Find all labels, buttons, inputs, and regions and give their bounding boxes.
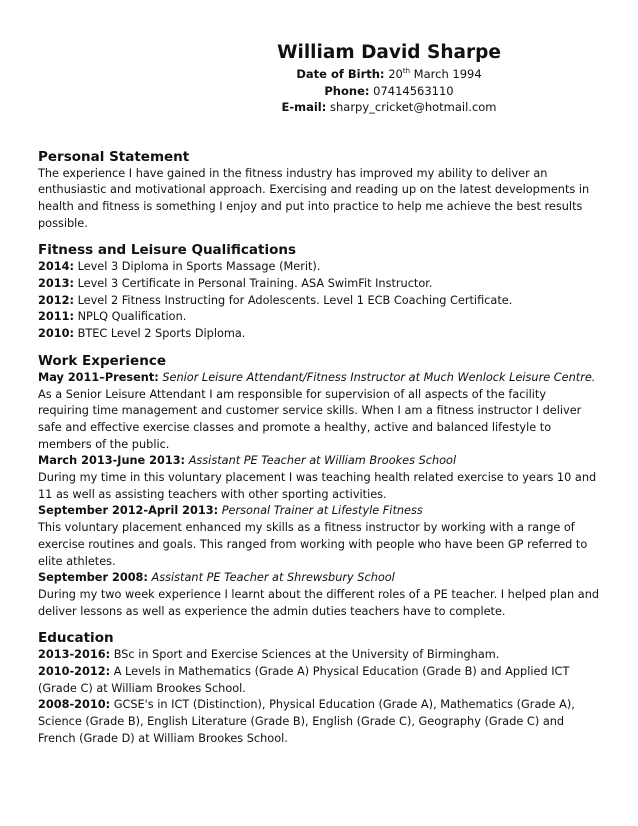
job-heading: [38, 570, 600, 587]
job-date: May 2011–Present:: [38, 370, 159, 384]
dob-label: Date of Birth:: [296, 67, 385, 81]
qualification-text: Level 3 Diploma in Sports Massage (Merit).: [77, 260, 321, 274]
email-value: sharpy_cricket@hotmail.com: [330, 100, 497, 114]
email-label: E-mail:: [281, 100, 327, 114]
education-years: 2010-2012:: [38, 665, 111, 679]
job-heading: [38, 370, 600, 387]
job-description: This voluntary placement enhanced my skills as a fitness instructor by working with a range of exercise routines and goals. This ranged from working with people who have been GP referred to elite athletes.: [38, 521, 588, 568]
education-item: [38, 664, 600, 697]
job-description: As a Senior Leisure Attendant I am responsible for supervision of all aspects of the facility requiring time management and customer service skills. When I am a fitness instructor I deliver safe and effective exercise classes and promote a healthy, active and balanced lifestyle to members of the public.: [38, 387, 582, 451]
education-text: GCSE's in ICT (Distinction), Physical Education (Grade A), Mathematics (Grade A), Science (Grade B), English Literature (Grade B), English (Grade C), Geography (Grade C) and French (Grade D) at William Brookes School.: [38, 698, 575, 745]
qualification-item: [38, 276, 600, 293]
job-heading: [38, 453, 600, 470]
education-years: 2013-2016:: [38, 648, 111, 662]
work-experience-title: Work Experience: [38, 352, 166, 369]
job-date: September 2012-April 2013:: [38, 504, 219, 518]
qualification-year: 2012:: [38, 293, 74, 307]
education-item: [38, 697, 600, 747]
email-line: [178, 99, 600, 116]
qualification-text: Level 2 Fitness Instructing for Adolescents. Level 1 ECB Coaching Certificate.: [77, 293, 513, 307]
qualifications-section: [38, 241, 600, 343]
job-description: During my time in this voluntary placement I was teaching health related exercise to years 10 and 11 as well as assisting teachers with other sporting activities.: [38, 471, 597, 501]
personal-statement-title: Personal Statement: [38, 148, 190, 165]
qualification-year: 2010:: [38, 327, 74, 341]
dob-suffix: th: [402, 67, 411, 76]
education-text: A Levels in Mathematics (Grade A) Physical Education (Grade B) and Applied ICT (Grade C) at William Brookes School.: [38, 665, 570, 695]
qualification-text: BTEC Level 2 Sports Diploma.: [77, 327, 246, 341]
qualification-item: [38, 259, 600, 276]
phone-label: Phone:: [324, 83, 370, 98]
job-description: During my two week experience I learnt about the different roles of a PE teacher. I helped plan and deliver lessons as well as experience the admin duties teachers have to complete.: [38, 587, 600, 618]
dob-rest: March 1994: [413, 67, 482, 81]
qualification-year: 2011:: [38, 310, 74, 324]
job-date: September 2008:: [38, 571, 148, 585]
job-role: Senior Leisure Attendant/Fitness Instructor at Much Wenlock Leisure Centre.: [162, 370, 596, 384]
cv-header: [178, 42, 600, 116]
dob-day: 20: [388, 67, 403, 81]
qualification-text: NPLQ Qualification.: [77, 310, 187, 324]
qualification-year: 2014:: [38, 260, 74, 274]
education-title: Education: [38, 630, 114, 647]
qualification-item: [38, 309, 600, 326]
job-heading: [38, 503, 600, 520]
job-role: Assistant PE Teacher at William Brookes School: [188, 454, 457, 468]
education-item: [38, 647, 600, 664]
education-years: 2008-2010:: [38, 698, 111, 712]
qualifications-title: Fitness and Leisure Qualifications: [38, 242, 297, 259]
education-section: [38, 629, 600, 747]
personal-statement-text: The experience I have gained in the fitness industry has improved my ability to deliver an enthusiastic and motivational approach. Exercising and reading up on the latest developments in health and fitness is something I enjoy and put into practice to help me achieve the best results possible.: [38, 166, 590, 230]
personal-statement-section: [38, 148, 600, 233]
dob-line: [178, 66, 600, 83]
candidate-name: William David Sharpe: [277, 42, 501, 63]
work-experience-section: [38, 352, 600, 621]
job-date: March 2013-June 2013:: [38, 454, 186, 468]
job-role: Assistant PE Teacher at Shrewsbury School: [151, 571, 395, 585]
phone-value: 07414563110: [373, 83, 454, 98]
education-text: BSc in Sport and Exercise Sciences at the University of Birmingham.: [113, 648, 500, 662]
qualification-year: 2013:: [38, 277, 74, 291]
qualification-item: [38, 293, 600, 310]
qualification-item: [38, 326, 600, 343]
job-role: Personal Trainer at Lifestyle Fitness: [221, 504, 423, 518]
phone-line: [178, 83, 600, 100]
qualification-text: Level 3 Certificate in Personal Training. ASA SwimFit Instructor.: [77, 277, 433, 291]
